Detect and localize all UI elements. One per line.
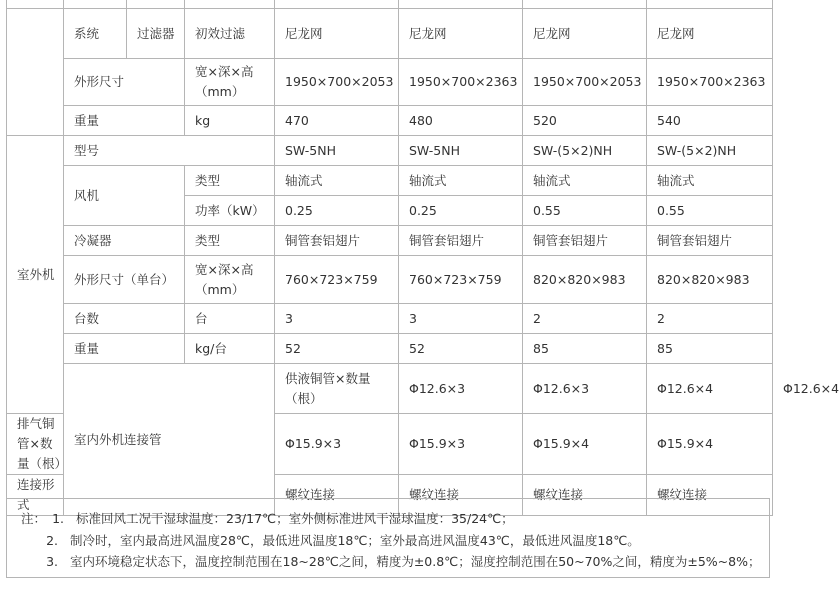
note-line-2	[21, 531, 640, 551]
outdoor-dim-value-4: 820×820×983	[647, 256, 773, 304]
fan-label: 风机	[64, 166, 185, 226]
count-unit: 台	[185, 304, 275, 334]
cell-stub	[64, 0, 127, 9]
connection-value-3: 螺纹连接	[523, 475, 647, 516]
note-text: 制冷时，室内最高进风温度28℃，最低进风温度18℃；室外最高进风温度43℃，最低进风温度18℃。	[70, 533, 640, 548]
cell-stub	[399, 0, 523, 9]
table-row-condenser	[7, 226, 773, 256]
condenser-type-label: 类型	[185, 226, 275, 256]
liquid-pipe-value-2: Φ12.6×3	[523, 364, 647, 414]
outdoor-weight-value-4: 85	[647, 334, 773, 364]
exhaust-pipe-value-2: Φ15.9×3	[399, 414, 523, 475]
count-value-2: 3	[399, 304, 523, 334]
indoor-dim-value-2: 1950×700×2363	[399, 59, 523, 106]
fan-type-value-1: 轴流式	[275, 166, 399, 196]
condenser-value-3: 铜管套铝翅片	[523, 226, 647, 256]
table-row-fan-type	[7, 166, 773, 196]
outdoor-group-label: 室外机	[7, 136, 64, 414]
note-number: 1.	[52, 511, 65, 526]
fan-power-label: 功率（kW）	[185, 196, 275, 226]
filter-sub-label: 初效过滤	[185, 9, 275, 59]
filter-value-1: 尼龙网	[275, 9, 399, 59]
exhaust-pipe-label: 排气铜管×数量（根）	[7, 414, 64, 475]
note-line-3	[21, 552, 761, 572]
indoor-weight-unit: kg	[185, 106, 275, 136]
connection-value-2: 螺纹连接	[399, 475, 523, 516]
condenser-value-1: 铜管套铝翅片	[275, 226, 399, 256]
indoor-weight-value-2: 480	[399, 106, 523, 136]
indoor-group-cell	[7, 9, 64, 136]
exhaust-pipe-value-4: Φ15.9×4	[647, 414, 773, 475]
note-text: 标准回风工况干湿球温度：23/17℃；室外侧标准进风干湿球温度：35/24℃；	[76, 511, 514, 526]
outdoor-weight-unit: kg/台	[185, 334, 275, 364]
fan-power-value-1: 0.25	[275, 196, 399, 226]
cell-stub	[523, 0, 647, 9]
condenser-label: 冷凝器	[64, 226, 185, 256]
indoor-weight-value-1: 470	[275, 106, 399, 136]
exhaust-pipe-value-3: Φ15.9×4	[523, 414, 647, 475]
fan-power-value-2: 0.25	[399, 196, 523, 226]
indoor-dim-value-3: 1950×700×2053	[523, 59, 647, 106]
model-value-4: SW-(5×2)NH	[647, 136, 773, 166]
filter-value-3: 尼龙网	[523, 9, 647, 59]
outdoor-dim-value-1: 760×723×759	[275, 256, 399, 304]
liquid-pipe-value-3: Φ12.6×4	[647, 364, 773, 414]
pipe-group-label: 室内外机连接管	[64, 364, 275, 516]
table-row-count	[7, 304, 773, 334]
outdoor-weight-value-1: 52	[275, 334, 399, 364]
connection-value-4: 螺纹连接	[647, 475, 773, 516]
table-row-liquid-pipe: 室内外机连接管 供液铜管×数量（根） Φ12.6×3 Φ12.6×3 Φ12.6×4 Φ12.6×4	[7, 364, 773, 414]
exhaust-pipe-value-1: Φ15.9×3	[275, 414, 399, 475]
count-value-4: 2	[647, 304, 773, 334]
table-row-indoor-dim	[7, 59, 773, 106]
filter-value-2: 尼龙网	[399, 9, 523, 59]
model-value-3: SW-(5×2)NH	[523, 136, 647, 166]
indoor-weight-value-4: 540	[647, 106, 773, 136]
indoor-dim-sub-label: 宽×深×高（mm）	[185, 59, 275, 106]
indoor-weight-value-3: 520	[523, 106, 647, 136]
fan-power-value-4: 0.55	[647, 196, 773, 226]
outdoor-weight-label: 重量	[64, 334, 185, 364]
note-number: 3.	[46, 554, 58, 569]
note-prefix: 注：	[21, 511, 47, 526]
model-value-2: SW-5NH	[399, 136, 523, 166]
note-text: 室内环境稳定状态下，温度控制范围在18~28℃之间，精度为±0.8℃；湿度控制范围在50~70%之间，精度为±5%~8%；	[70, 554, 761, 569]
system-label: 系统	[64, 9, 127, 59]
fan-type-value-3: 轴流式	[523, 166, 647, 196]
count-value-3: 2	[523, 304, 647, 334]
indoor-dim-value-1: 1950×700×2053	[275, 59, 399, 106]
count-value-1: 3	[275, 304, 399, 334]
fan-type-label: 类型	[185, 166, 275, 196]
table-row-filter	[7, 9, 773, 59]
outdoor-dim-value-3: 820×820×983	[523, 256, 647, 304]
indoor-weight-label: 重量	[64, 106, 185, 136]
table-row-indoor-weight	[7, 106, 773, 136]
filter-value-4: 尼龙网	[647, 9, 773, 59]
cell-stub	[647, 0, 773, 9]
outdoor-dim-label: 外形尺寸（单台）	[64, 256, 185, 304]
connection-value-1: 螺纹连接	[275, 475, 399, 516]
note-number: 2.	[46, 533, 58, 548]
table-row-outdoor-dim	[7, 256, 773, 304]
indoor-dim-label: 外形尺寸	[64, 59, 185, 106]
indoor-dim-value-4: 1950×700×2363	[647, 59, 773, 106]
table-row-stub	[7, 0, 773, 9]
cell-stub	[127, 0, 185, 9]
connection-label: 连接形式	[7, 475, 64, 516]
table-row-outdoor-weight	[7, 334, 773, 364]
note-line-1	[21, 509, 514, 529]
table-row-model	[7, 136, 773, 166]
model-label: 型号	[64, 136, 275, 166]
fan-power-value-3: 0.55	[523, 196, 647, 226]
liquid-pipe-value-1: Φ12.6×3	[399, 364, 523, 414]
condenser-value-4: 铜管套铝翅片	[647, 226, 773, 256]
model-value-1: SW-5NH	[275, 136, 399, 166]
cell-stub	[185, 0, 275, 9]
outdoor-weight-value-2: 52	[399, 334, 523, 364]
filter-label: 过滤器	[127, 9, 185, 59]
fan-type-value-4: 轴流式	[647, 166, 773, 196]
cell-stub	[7, 0, 64, 9]
outdoor-dim-sub-label: 宽×深×高（mm）	[185, 256, 275, 304]
liquid-pipe-label: 供液铜管×数量（根）	[275, 364, 399, 414]
outdoor-dim-value-2: 760×723×759	[399, 256, 523, 304]
condenser-value-2: 铜管套铝翅片	[399, 226, 523, 256]
cell-stub	[275, 0, 399, 9]
fan-type-value-2: 轴流式	[399, 166, 523, 196]
count-label: 台数	[64, 304, 185, 334]
notes-box	[6, 498, 770, 578]
spec-table	[6, 0, 839, 516]
outdoor-weight-value-3: 85	[523, 334, 647, 364]
